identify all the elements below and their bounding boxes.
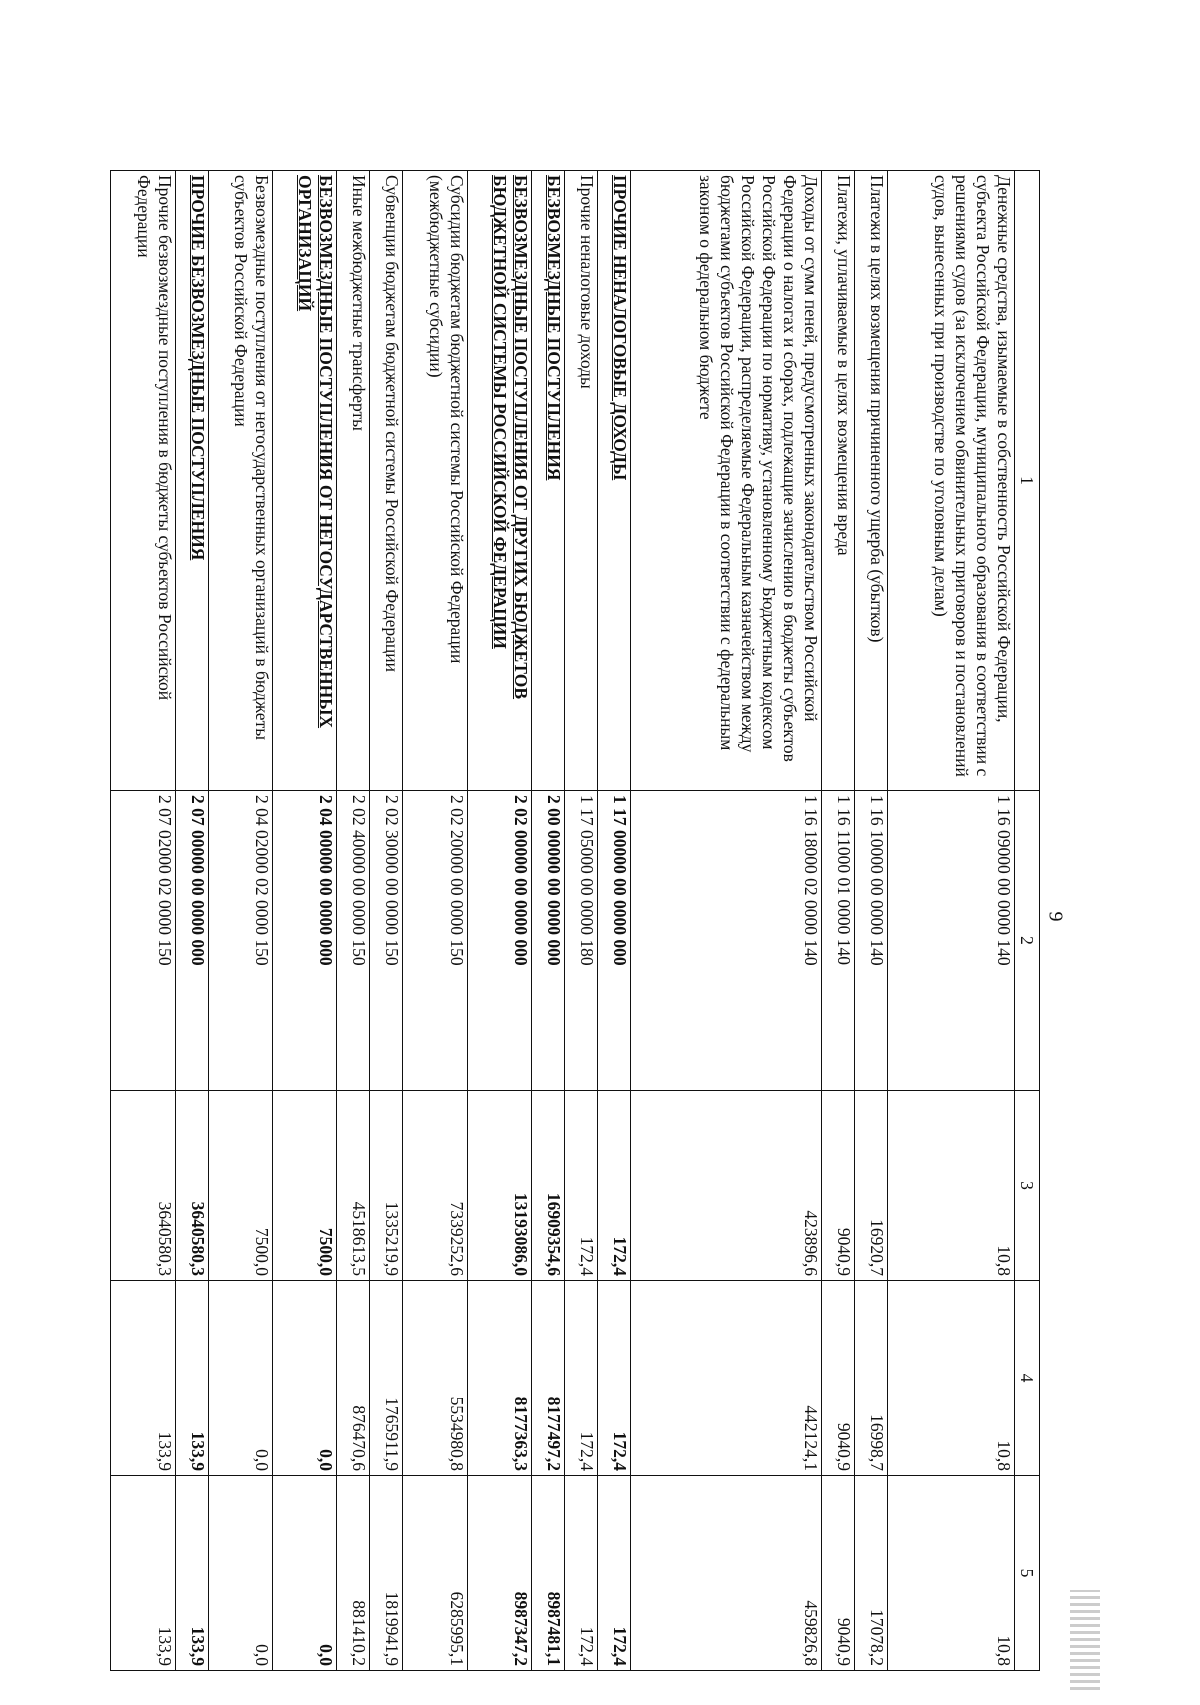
- row-value-2024-cell: 10,8: [887, 1281, 1014, 1476]
- row-name-cell: Платежи в целях возмещения причиненного ущерба (убытков): [854, 171, 887, 791]
- row-name-cell: ПРОЧИЕ БЕЗВОЗМЕЗДНЫЕ ПОСТУПЛЕНИЯ: [175, 171, 208, 791]
- column-header: 3: [1015, 1091, 1040, 1281]
- row-value-2025-cell: 172,4: [598, 1476, 631, 1671]
- row-value-2023-cell: 3640580,3: [175, 1091, 208, 1281]
- column-header: 2: [1015, 791, 1040, 1091]
- row-code-cell: 2 02 40000 00 0000 150: [337, 791, 370, 1091]
- table-row: [631, 171, 821, 1671]
- row-code-cell: 1 17 05000 00 0000 180: [565, 791, 598, 1091]
- page-number: 9: [1044, 911, 1067, 922]
- row-value-2025-cell: 459826,8: [631, 1476, 821, 1671]
- row-code-cell: 1 16 09000 00 0000 140: [887, 791, 1014, 1091]
- rotated-table-wrapper: [110, 170, 1040, 1670]
- row-value-2023-cell: 7339252,6: [403, 1091, 467, 1281]
- table-row: [887, 171, 1014, 1671]
- row-code-cell: 2 02 20000 00 0000 150: [403, 791, 467, 1091]
- row-code-cell: 1 16 10000 00 0000 140: [854, 791, 887, 1091]
- row-value-2024-cell: 9040,9: [821, 1281, 854, 1476]
- row-code-cell: 1 16 11000 01 0000 140: [821, 791, 854, 1091]
- row-value-2025-cell: 0,0: [273, 1476, 337, 1671]
- row-code-cell: 2 02 00000 00 0000 000: [467, 791, 531, 1091]
- row-name-cell: БЕЗВОЗМЕЗДНЫЕ ПОСТУПЛЕНИЯ ОТ НЕГОСУДАРСТВЕННЫХ ОРГАНИЗАЦИЙ: [273, 171, 337, 791]
- row-value-2023-cell: 7500,0: [208, 1091, 272, 1281]
- row-value-2024-cell: 172,4: [598, 1281, 631, 1476]
- table-row: [821, 171, 854, 1671]
- table-row: [565, 171, 598, 1671]
- table-row: [111, 171, 176, 1671]
- row-value-2024-cell: 8177497,2: [532, 1281, 565, 1476]
- row-code-cell: 2 02 30000 00 0000 150: [370, 791, 403, 1091]
- row-value-2023-cell: 16909354,6: [532, 1091, 565, 1281]
- row-value-2023-cell: 3640580,3: [111, 1091, 176, 1281]
- row-value-2024-cell: 876470,6: [337, 1281, 370, 1476]
- row-code-cell: 2 07 02000 02 0000 150: [111, 791, 176, 1091]
- row-value-2025-cell: 10,8: [887, 1476, 1014, 1671]
- row-value-2023-cell: 1335219,9: [370, 1091, 403, 1281]
- row-value-2025-cell: 6285995,1: [403, 1476, 467, 1671]
- row-value-2024-cell: 1765911,9: [370, 1281, 403, 1476]
- row-value-2025-cell: 0,0: [208, 1476, 272, 1671]
- table-row: [175, 171, 208, 1671]
- row-value-2023-cell: 9040,9: [821, 1091, 854, 1281]
- row-value-2025-cell: 133,9: [175, 1476, 208, 1671]
- row-value-2023-cell: 172,4: [598, 1091, 631, 1281]
- row-value-2024-cell: 5534980,8: [403, 1281, 467, 1476]
- column-header: 5: [1015, 1476, 1040, 1671]
- row-name-cell: Прочие неналоговые доходы: [565, 171, 598, 791]
- table-row: [467, 171, 531, 1671]
- table-row: [598, 171, 631, 1671]
- table-row: [337, 171, 370, 1671]
- table-row: [854, 171, 887, 1671]
- row-value-2024-cell: 0,0: [208, 1281, 272, 1476]
- row-value-2023-cell: 16920,7: [854, 1091, 887, 1281]
- row-value-2025-cell: 1819941,9: [370, 1476, 403, 1671]
- budget-revenue-table: [110, 170, 1040, 1671]
- row-name-cell: Субвенции бюджетам бюджетной системы Российской Федерации: [370, 171, 403, 791]
- row-name-cell: Доходы от сумм пеней, предусмотренных законодательством Российской Федерации о налогах и сборах, подлежащие зачислению в бюджеты субъектов Российской Федерации по нормативу, установленному Бюджетным кодексом Российской Федерации, распределяемые Федеральным казначейством между бюджетами субъектов Российской Федерации в соответствии с федеральным законом о федеральном бюджете: [631, 171, 821, 791]
- row-code-cell: 2 00 00000 00 0000 000: [532, 791, 565, 1091]
- row-value-2024-cell: 0,0: [273, 1281, 337, 1476]
- row-value-2023-cell: 10,8: [887, 1091, 1014, 1281]
- row-value-2025-cell: 133,9: [111, 1476, 176, 1671]
- row-name-cell: Платежи, уплачиваемые в целях возмещения вреда: [821, 171, 854, 791]
- column-number-row: [1015, 171, 1040, 1671]
- row-name-cell: Денежные средства, изымаемые в собственность Российской Федерации, субъекта Российской Федерации, муниципального образования в соответствии с решениями судов (за исключением обвинительных приговоров и постановлений судов, вынесенных при производстве по уголовным делам): [887, 171, 1014, 791]
- row-value-2024-cell: 442124,1: [631, 1281, 821, 1476]
- row-value-2025-cell: 8987481,1: [532, 1476, 565, 1671]
- row-name-cell: Прочие безвозмездные поступления в бюджеты субъектов Российской Федерации: [111, 171, 176, 791]
- row-value-2023-cell: 13193086,0: [467, 1091, 531, 1281]
- row-code-cell: 1 16 18000 02 0000 140: [631, 791, 821, 1091]
- row-name-cell: БЕЗВОЗМЕЗДНЫЕ ПОСТУПЛЕНИЯ ОТ ДРУГИХ БЮДЖЕТОВ БЮДЖЕТНОЙ СИСТЕМЫ РОССИЙСКОЙ ФЕДЕРАЦИИ: [467, 171, 531, 791]
- scan-stamp-artifact: [1070, 1590, 1100, 1690]
- row-value-2024-cell: 133,9: [111, 1281, 176, 1476]
- row-value-2023-cell: 172,4: [565, 1091, 598, 1281]
- row-name-cell: БЕЗВОЗМЕЗДНЫЕ ПОСТУПЛЕНИЯ: [532, 171, 565, 791]
- row-code-cell: 2 04 00000 00 0000 000: [273, 791, 337, 1091]
- row-value-2025-cell: 8987347,2: [467, 1476, 531, 1671]
- row-value-2023-cell: 4518613,5: [337, 1091, 370, 1281]
- row-value-2024-cell: 172,4: [565, 1281, 598, 1476]
- row-value-2025-cell: 17078,2: [854, 1476, 887, 1671]
- row-value-2024-cell: 133,9: [175, 1281, 208, 1476]
- column-header: 1: [1015, 171, 1040, 791]
- column-header: 4: [1015, 1281, 1040, 1476]
- row-value-2025-cell: 881410,2: [337, 1476, 370, 1671]
- table-row: [403, 171, 467, 1671]
- table-row: [208, 171, 272, 1671]
- row-name-cell: ПРОЧИЕ НЕНАЛОГОВЫЕ ДОХОДЫ: [598, 171, 631, 791]
- table-row: [273, 171, 337, 1671]
- row-code-cell: 2 04 02000 02 0000 150: [208, 791, 272, 1091]
- row-name-cell: Безвозмездные поступления от негосударственных организаций в бюджеты субъектов Российской Федерации: [208, 171, 272, 791]
- row-value-2025-cell: 9040,9: [821, 1476, 854, 1671]
- row-code-cell: 1 17 00000 00 0000 000: [598, 791, 631, 1091]
- row-value-2024-cell: 16998,7: [854, 1281, 887, 1476]
- row-code-cell: 2 07 00000 00 0000 000: [175, 791, 208, 1091]
- table-row: [532, 171, 565, 1671]
- row-value-2023-cell: 423896,6: [631, 1091, 821, 1281]
- row-value-2025-cell: 172,4: [565, 1476, 598, 1671]
- row-name-cell: Субсидии бюджетам бюджетной системы Российской Федерации (межбюджетные субсидии): [403, 171, 467, 791]
- row-name-cell: Иные межбюджетные трансферты: [337, 171, 370, 791]
- row-value-2023-cell: 7500,0: [273, 1091, 337, 1281]
- table-row: [370, 171, 403, 1671]
- row-value-2024-cell: 8177363,3: [467, 1281, 531, 1476]
